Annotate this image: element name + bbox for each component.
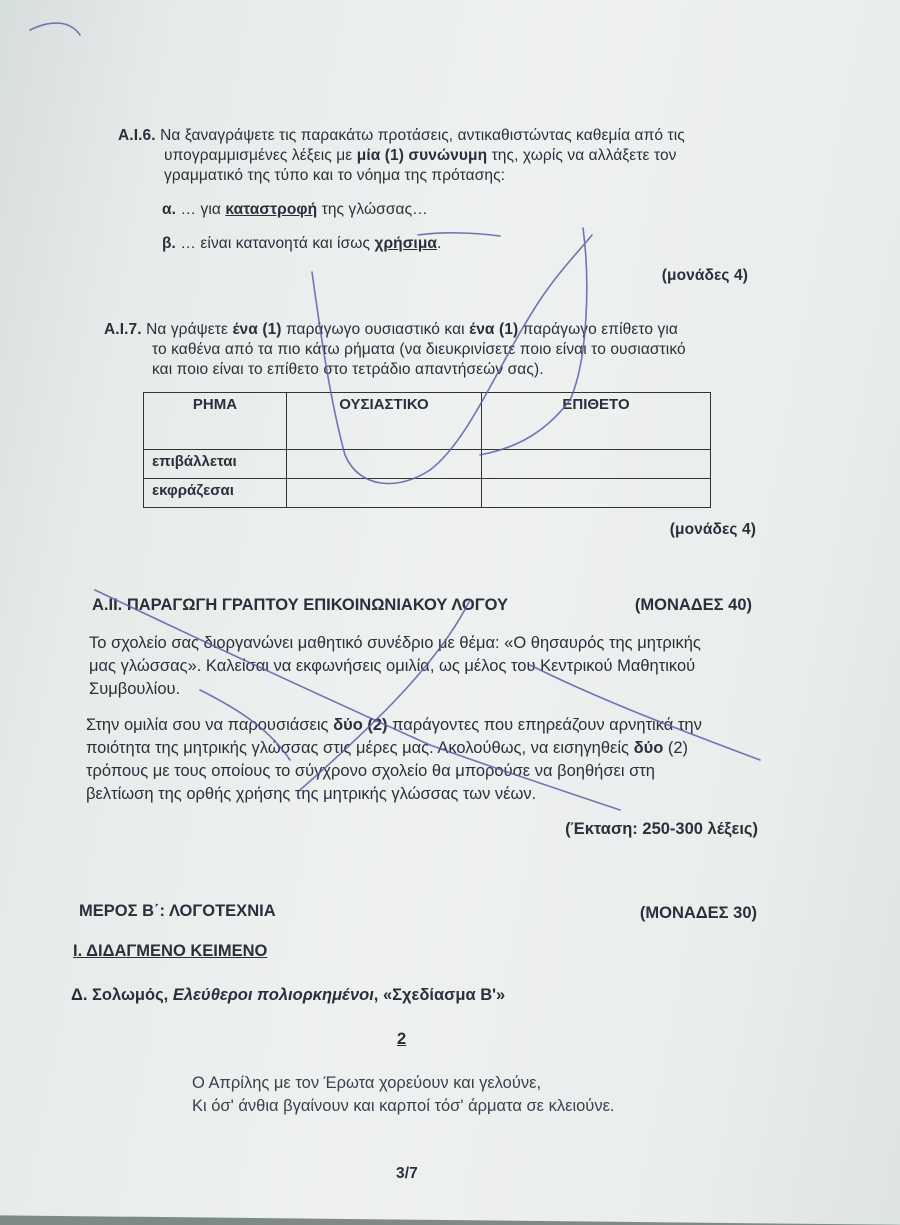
item-a	[162, 200, 428, 220]
table-header: ΟΥΣΙΑΣΤΙΚΟ	[287, 393, 482, 450]
table-row	[144, 479, 711, 508]
question-text: Να γράψετε	[146, 321, 229, 338]
item-label: β.	[162, 235, 176, 252]
question-text: παράγωγο επίθετο για	[522, 321, 678, 338]
question-text: της, χωρίς να αλλάξετε τον	[491, 147, 677, 164]
marks-a16: (μονάδες 4)	[661, 267, 748, 284]
taught-text-heading: Ι. ΔΙΔΑΓΜΕΝΟ ΚΕΙΜΕΝΟ	[73, 942, 268, 960]
paragraph-text: (2)	[667, 739, 689, 757]
part-b-points: (ΜΟΝΑΔΕΣ 30)	[639, 904, 757, 922]
question-text: παράγωγο ουσιαστικό και	[285, 321, 465, 338]
question-text: υπογραμμισμένες λέξεις με	[164, 147, 353, 164]
question-text: γραμματικό της τύπο και το νόημα της πρότασης:	[164, 167, 506, 184]
item-b	[162, 234, 441, 254]
paragraph-task	[89, 632, 761, 701]
poem-source	[71, 984, 505, 1007]
emphasis-text: δύο (2)	[333, 716, 388, 734]
poem-verse: Κι όσ' άνθια βγαίνουν και καρποί τόσ' άρματα σε κλειούνε.	[192, 1097, 615, 1115]
author-name: Δ. Σολωμός,	[71, 986, 169, 1004]
underlined-word: καταστροφή	[225, 201, 318, 218]
verbs-table	[143, 392, 711, 508]
emphasis-text: ένα (1)	[469, 321, 519, 338]
answer-cell	[482, 479, 711, 508]
question-text: Να ξαναγράψετε τις παρακάτω προτάσεις, αντικαθιστώντας καθεμία από τις	[160, 127, 685, 144]
paragraph-line: Το σχολείο σας διοργανώνει μαθητικό συνέδριο με θέμα: «Ο θησαυρός της μητρικής	[89, 634, 701, 652]
poem-section-number: 2	[397, 1030, 407, 1048]
work-title: Ελεύθεροι πολιορκημένοι	[172, 986, 374, 1004]
table-header-row	[144, 393, 711, 450]
table-header: ΕΠΙΘΕΤΟ	[482, 393, 711, 450]
item-text: .	[437, 235, 442, 252]
emphasis-text: μία (1) συνώνυμη	[356, 147, 488, 164]
question-text: το καθένα από τα πιο κάτω ρήματα (να διευκρινίσετε ποιο είναι το ουσιαστικό	[152, 341, 686, 358]
emphasis-text: δύο	[633, 739, 664, 757]
paragraph-line: Συμβουλίου.	[89, 680, 181, 698]
question-text: και ποιο είναι το επίθετο στο τετράδιο απαντήσεών σας).	[152, 361, 544, 378]
item-text: … για	[180, 201, 221, 218]
question-a17	[104, 320, 754, 380]
section-points-a2: (ΜΟΝΑΔΕΣ 40)	[634, 596, 752, 614]
paragraph-text: ποιότητα της μητρικής γλώσσας στις μέρες μας. Ακολούθως, να εισηγηθείς	[86, 739, 629, 757]
table-header: ΡΗΜΑ	[144, 393, 287, 450]
poem-verses	[192, 1072, 615, 1118]
item-text: … είναι κατανοητά και ίσως	[180, 235, 371, 252]
paragraph-text: παράγοντες που επηρεάζουν αρνητικά την	[392, 716, 702, 734]
question-number: Α.Ι.6.	[118, 127, 156, 144]
sketch-title: , «Σχεδίασμα Β'»	[373, 986, 506, 1004]
paragraph-instructions	[86, 714, 762, 806]
emphasis-text: ένα (1)	[232, 321, 282, 338]
page-number: 3/7	[396, 1165, 418, 1182]
table-cell: εκφράζεσαι	[144, 479, 287, 508]
part-b-heading: ΜΕΡΟΣ Β΄: ΛΟΓΟΤΕΧΝΙΑ	[79, 902, 276, 920]
answer-cell	[287, 479, 482, 508]
marks-a17: (μονάδες 4)	[669, 521, 756, 538]
answer-cell	[287, 450, 482, 479]
question-number: Α.Ι.7.	[104, 321, 142, 338]
paragraph-text: Στην ομιλία σου να παρουσιάσεις	[86, 716, 329, 734]
table-row	[144, 450, 711, 479]
underlined-word: χρήσιμα	[374, 235, 438, 252]
table-cell: επιβάλλεται	[144, 450, 287, 479]
item-label: α.	[162, 201, 177, 218]
paragraph-line: βελτίωση της ορθής χρήσης της μητρικής γλώσσας των νέων.	[86, 785, 537, 803]
extent-note: (Έκταση: 250-300 λέξεις)	[565, 820, 758, 838]
section-heading-a2: Α.ΙΙ. ΠΑΡΑΓΩΓΗ ΓΡΑΠΤΟΥ ΕΠΙΚΟΙΝΩΝΙΑΚΟΥ ΛΟΓΟΥ	[92, 596, 509, 614]
paragraph-line: μας γλώσσας». Καλείσαι να εκφωνήσεις ομιλία, ως μέλος του Κεντρικού Μαθητικού	[89, 657, 696, 675]
answer-cell	[482, 450, 711, 479]
paragraph-line: τρόπους με τους οποίους το σύγχρονο σχολείο θα μπορούσε να βοηθήσει στη	[86, 762, 655, 780]
item-text: της γλώσσας…	[321, 201, 428, 218]
poem-verse: Ο Απρίλης με τον Έρωτα χορεύουν και γελούνε,	[192, 1074, 542, 1092]
question-a16	[118, 126, 758, 186]
